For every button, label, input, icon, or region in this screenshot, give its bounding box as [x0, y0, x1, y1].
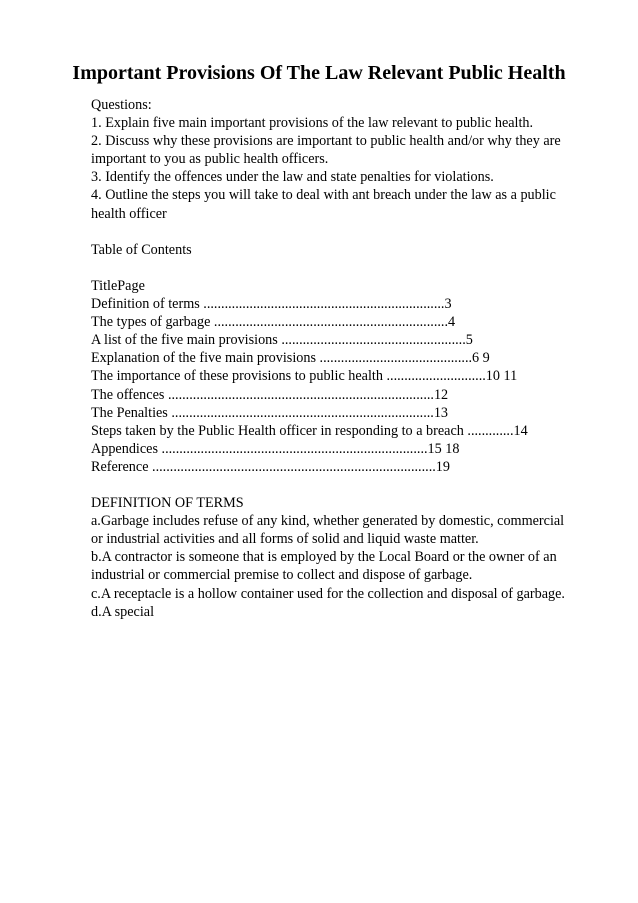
toc-entry: The types of garbage ..................................................................4 [91, 314, 456, 331]
spacer [91, 259, 591, 277]
document-body [91, 96, 591, 621]
questions-section [91, 96, 591, 223]
page-title: Important Provisions Of The Law Relevant Public Health [72, 62, 566, 84]
definitions-heading: DEFINITION OF TERMS [91, 495, 244, 512]
definition-line: a.Garbage includes refuse of any kind, whether generated by domestic, commercial [91, 513, 565, 530]
question-line: health officer [91, 205, 167, 222]
question-line: 4. Outline the steps you will take to deal with ant breach under the law as a public [91, 187, 556, 204]
question-line: 2. Discuss why these provisions are important to public health and/or why they are [91, 133, 561, 150]
definitions-section [91, 494, 591, 621]
toc-entry: A list of the five main provisions ....................................................5 [91, 332, 473, 349]
definition-line: d.A special [91, 603, 155, 620]
questions-heading: Questions: [91, 97, 152, 113]
toc-entry: Appendices ...........................................................................15 18 [91, 440, 460, 457]
toc-entry: The offences ...........................................................................12 [91, 386, 449, 403]
toc-entry: Explanation of the five main provisions ...........................................6 9 [91, 350, 490, 367]
definition-line: or industrial activities and all forms of solid and liquid waste matter. [91, 531, 479, 548]
spacer [91, 223, 591, 241]
toc-entry: Definition of terms ....................................................................3 [91, 296, 452, 313]
question-line: 3. Identify the offences under the law and state penalties for violations. [91, 169, 494, 186]
definition-line: industrial or commercial premise to collect and dispose of garbage. [91, 567, 473, 584]
toc-entry: The Penalties ..........................................................................13 [91, 404, 449, 421]
toc-entry: TitlePage [91, 277, 145, 294]
definition-line: c.A receptacle is a hollow container used for the collection and disposal of garbage. [91, 585, 565, 602]
definition-line: b.A contractor is someone that is employed by the Local Board or the owner of an [91, 549, 557, 566]
toc-entry: The importance of these provisions to public health ............................10 11 [91, 368, 518, 385]
toc-entry: Reference ................................................................................19 [91, 458, 450, 475]
table-of-contents [91, 241, 591, 476]
spacer [91, 476, 591, 494]
toc-entry: Steps taken by the Public Health officer in responding to a breach .............14 [91, 422, 528, 439]
question-line: 1. Explain five main important provisions of the law relevant to public health. [91, 115, 534, 132]
toc-heading: Table of Contents [91, 241, 192, 258]
question-line: important to you as public health officers. [91, 151, 329, 168]
